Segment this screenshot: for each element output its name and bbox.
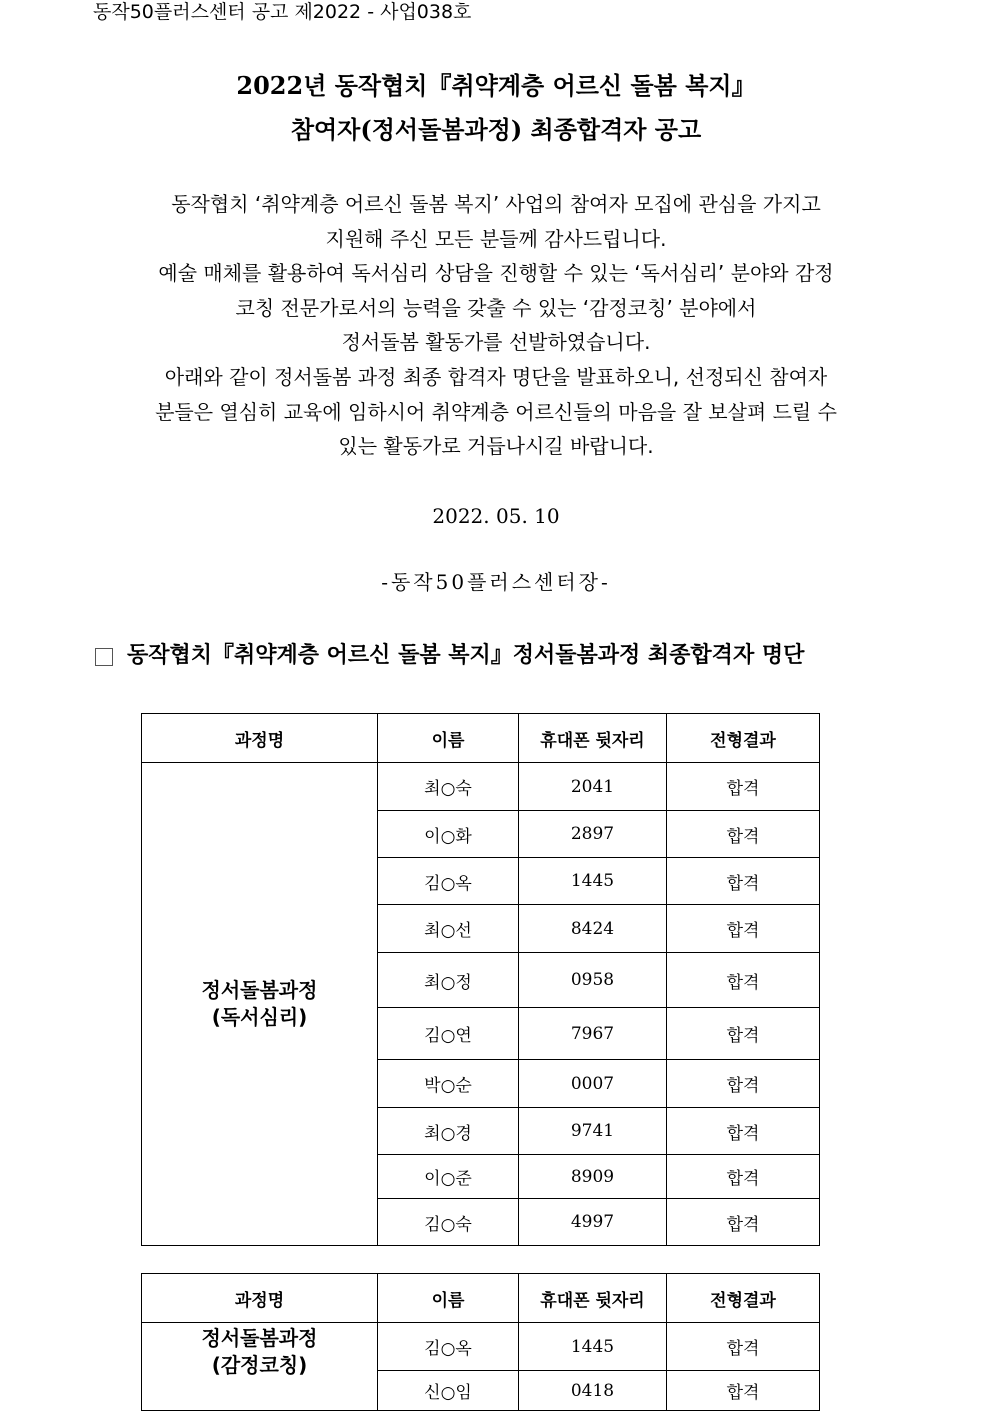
result-cell: 합격 bbox=[667, 953, 820, 1008]
body-line: 예술 매체를 활용하여 독서심리 상담을 진행할 수 있는 ‘독서심리’ 분야와 감정 bbox=[158, 261, 834, 286]
body-line: 있는 활동가로 거듭나시길 바랍니다. bbox=[338, 434, 654, 459]
phone-cell: 2041 bbox=[519, 763, 667, 811]
result-cell: 합격 bbox=[667, 811, 820, 858]
table-row bbox=[142, 1323, 820, 1371]
phone-cell: 9741 bbox=[519, 1108, 667, 1155]
course-subname: (감정코칭) bbox=[211, 1353, 308, 1377]
name-cell: 김○연 bbox=[378, 1008, 519, 1060]
announcement-date: 2022. 05. 10 bbox=[432, 504, 560, 528]
phone-cell: 0958 bbox=[519, 953, 667, 1008]
table-header-row bbox=[142, 1274, 820, 1323]
header-result: 전형결과 bbox=[667, 1274, 820, 1323]
phone-cell: 1445 bbox=[519, 1323, 667, 1371]
result-cell: 합격 bbox=[667, 1155, 820, 1199]
empty-checkbox-icon bbox=[95, 648, 113, 666]
result-cell: 합격 bbox=[667, 905, 820, 953]
result-cell: 합격 bbox=[667, 1108, 820, 1155]
name-cell: 최○선 bbox=[378, 905, 519, 953]
name-cell: 최○경 bbox=[378, 1108, 519, 1155]
phone-cell: 8909 bbox=[519, 1155, 667, 1199]
results-table-reading-therapy bbox=[141, 713, 820, 1246]
table-row bbox=[142, 763, 820, 811]
course-name-cell bbox=[142, 1323, 378, 1411]
result-cell: 합격 bbox=[667, 1060, 820, 1108]
header-name: 이름 bbox=[378, 714, 519, 763]
name-cell: 김○옥 bbox=[378, 858, 519, 905]
header-name: 이름 bbox=[378, 1274, 519, 1323]
phone-cell: 2897 bbox=[519, 811, 667, 858]
course-name-cell bbox=[142, 763, 378, 1246]
page-title-line-2: 참여자(정서돌봄과정) 최종합격자 공고 bbox=[290, 115, 702, 144]
phone-cell: 0007 bbox=[519, 1060, 667, 1108]
result-cell: 합격 bbox=[667, 1199, 820, 1246]
body-line: 분들은 열심히 교육에 임하시어 취약계층 어르신들의 마음을 잘 보살펴 드릴 수 bbox=[155, 399, 837, 424]
phone-cell: 0418 bbox=[519, 1371, 667, 1411]
body-line: 코칭 전문가로서의 능력을 갖출 수 있는 ‘감정코칭’ 분야에서 bbox=[235, 295, 757, 320]
results-table-emotion-coaching bbox=[141, 1273, 820, 1411]
table-header-row bbox=[142, 714, 820, 763]
body-line: 지원해 주신 모든 분들께 감사드립니다. bbox=[325, 226, 667, 251]
result-cell: 합격 bbox=[667, 1371, 820, 1411]
phone-cell: 1445 bbox=[519, 858, 667, 905]
name-cell: 박○순 bbox=[378, 1060, 519, 1108]
section-heading-text: 동작협치『취약계층 어르신 돌봄 복지』정서돌봄과정 최종합격자 명단 bbox=[127, 643, 805, 668]
page-title-line-1: 2022년 동작협치『취약계층 어르신 돌봄 복지』 bbox=[236, 71, 756, 100]
result-cell: 합격 bbox=[667, 1008, 820, 1060]
name-cell: 이○화 bbox=[378, 811, 519, 858]
header-phone: 휴대폰 뒷자리 bbox=[519, 714, 667, 763]
header-course: 과정명 bbox=[142, 1274, 378, 1323]
result-cell: 합격 bbox=[667, 1323, 820, 1371]
announcement-body bbox=[96, 187, 896, 464]
result-cell: 합격 bbox=[667, 763, 820, 811]
signer: -동작50플러스센터장- bbox=[381, 570, 611, 594]
course-name: 정서돌봄과정 bbox=[201, 1326, 318, 1350]
body-line: 동작협치 ‘취약계층 어르신 돌봄 복지’ 사업의 참여자 모집에 관심을 가지고 bbox=[171, 192, 821, 216]
phone-cell: 4997 bbox=[519, 1199, 667, 1246]
body-line: 아래와 같이 정서돌봄 과정 최종 합격자 명단을 발표하오니, 선정되신 참여자 bbox=[164, 364, 828, 389]
name-cell: 최○숙 bbox=[378, 763, 519, 811]
body-line: 정서돌봄 활동가를 선발하였습니다. bbox=[341, 330, 651, 355]
header-result: 전형결과 bbox=[667, 714, 820, 763]
name-cell: 최○정 bbox=[378, 953, 519, 1008]
name-cell: 김○옥 bbox=[378, 1323, 519, 1371]
phone-cell: 8424 bbox=[519, 905, 667, 953]
header-phone: 휴대폰 뒷자리 bbox=[519, 1274, 667, 1323]
section-heading bbox=[95, 640, 804, 672]
course-name: 정서돌봄과정 bbox=[201, 978, 318, 1002]
header-course: 과정명 bbox=[142, 714, 378, 763]
phone-cell: 7967 bbox=[519, 1008, 667, 1060]
name-cell: 신○임 bbox=[378, 1371, 519, 1411]
document-number: 동작50플러스센터 공고 제2022 - 사업038호 bbox=[93, 1, 472, 23]
result-cell: 합격 bbox=[667, 858, 820, 905]
name-cell: 김○숙 bbox=[378, 1199, 519, 1246]
name-cell: 이○준 bbox=[378, 1155, 519, 1199]
course-subname: (독서심리) bbox=[211, 1005, 308, 1029]
